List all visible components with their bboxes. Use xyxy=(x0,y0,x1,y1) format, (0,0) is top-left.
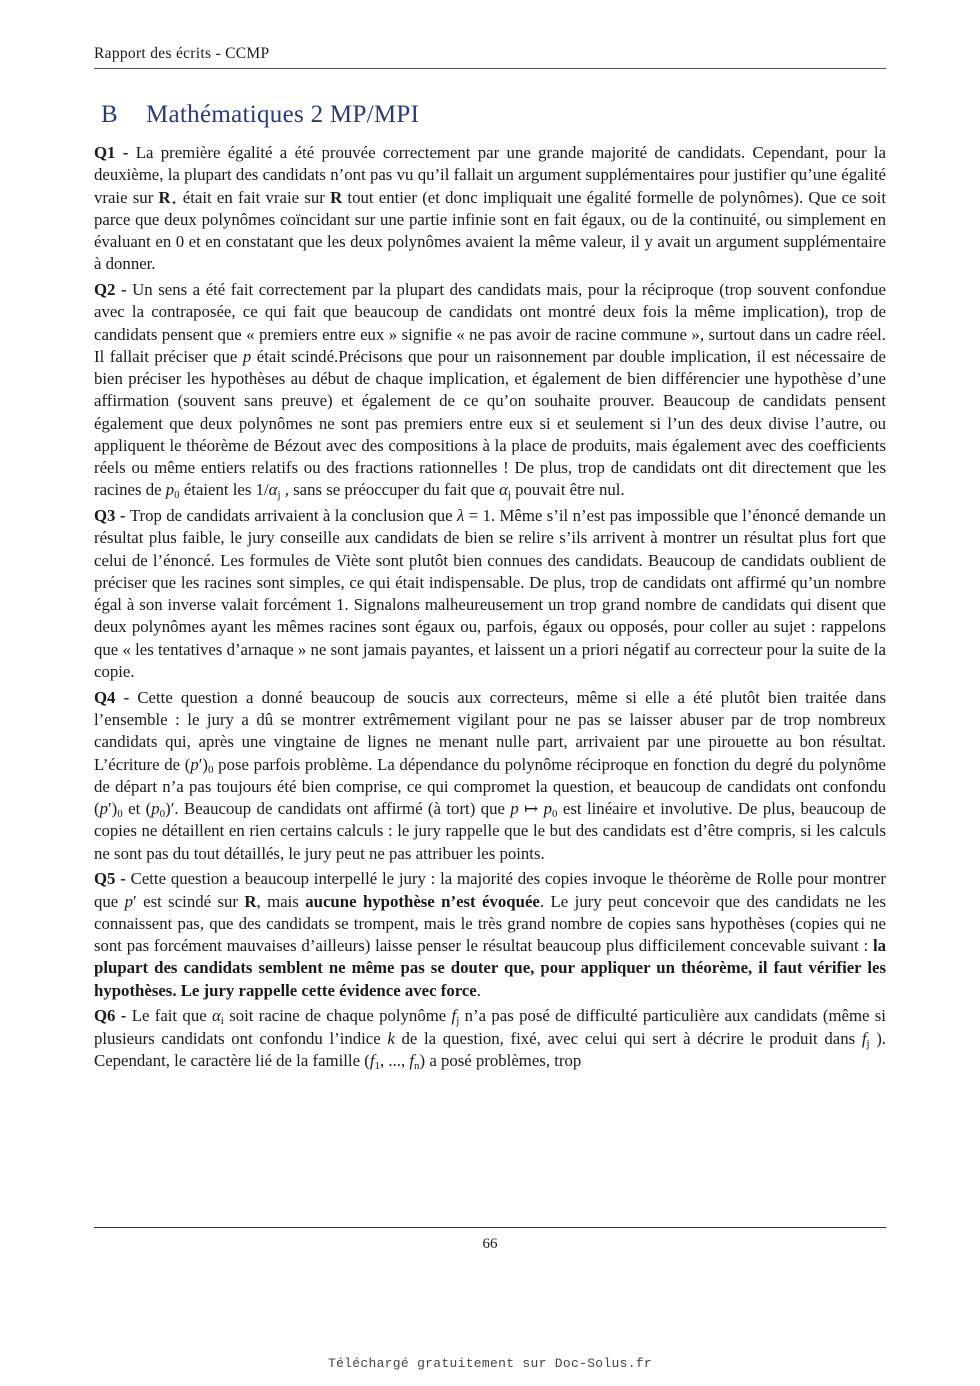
math-subscript: 1 xyxy=(374,1059,380,1072)
math-italic: p xyxy=(543,799,553,819)
math-subscript: ⋆ xyxy=(170,196,178,209)
bold-run: Q5 - xyxy=(94,869,131,889)
text-run: est linéaire et involutive. De plus, beaucoup de copies ne détaillent en rien certains calculs : le jury rappelle que le but des candidats est d’être compris, si les calculs ne sont pas du tout détaillés, le jury peut ne pas attribuer les points. xyxy=(94,799,887,863)
text-run: ′) xyxy=(107,799,118,819)
bold-run: aucune hypothèse n’est évoquée xyxy=(305,891,540,911)
math-subscript: 0 xyxy=(159,808,166,821)
math-italic: f xyxy=(369,1050,375,1070)
text-run: ). Cependant, le caractère lié de la famille ( xyxy=(94,1028,886,1070)
section-title: Mathématiques 2 MP/MPI xyxy=(146,101,420,128)
text-run: Un sens a été fait correctement par la plupart des candidats mais, pour la réciproque (trop souvent confondue avec la contraposée, ce qui fait que beaucoup de candidats ont montré deux fois la même implication), trop de candidats pensent que « premiers entre eux » signifie « ne pas avoir de racine commune », surtout dans un cadre réel. Il fallait préciser que xyxy=(94,280,886,366)
bold-run: Q6 - xyxy=(94,1006,132,1026)
running-header: Rapport des écrits - CCMP xyxy=(94,45,270,62)
text-run: )′. Beaucoup de candidats ont affirmé (à tort) que xyxy=(165,799,511,819)
bold-run: Q2 - xyxy=(94,280,133,300)
text-run: Cette question a donné beaucoup de soucis aux correcteurs, même si elle a été plutôt bien traitée dans l’ensemble : le jury a dû se montrer extrêmement vigilant pour ne pas se laisser abuser par de trop nombreux candidats qui, après une vingtaine de lignes ne menant nulle part, arrivaient par une pirouette au bon résultat. L’écriture de ( xyxy=(94,687,886,774)
section-number: B xyxy=(101,101,118,128)
math-subscript: i xyxy=(220,1015,224,1028)
text-run: était scindé.Précisons que pour un raisonnement par double implication, il est nécessaire de bien préciser les hypothèses au début de chaque implication, et également de bien différencier une hypothèse d’une affirmation (souvent sans preuve) et également de ce qu’on souhaite prouver. Beaucoup de candidats pensent également que deux polynômes ne sont pas premiers entre eux si et seulement si l’un des deux divise l’autre, ou appliquent le théorème de Bézout avec des compositions à la place de produits, mais également avec des coefficients réels ou même entiers relatifs ou des fractions rationnelles ! De plus, trop de candidats ont dit directement que les racines de xyxy=(94,346,886,500)
bold-run: la plupart des candidats semblent ne même pas se douter que, pour appliquer un théorème, il faut vérifier les hypothèses. Le jury rappelle cette évidence avec force xyxy=(94,936,886,1000)
bold-run: Q4 - xyxy=(94,687,138,707)
math-italic: α xyxy=(268,480,278,500)
math-subscript: j xyxy=(277,489,281,502)
text-run: soit racine de chaque polynôme xyxy=(223,1006,452,1026)
math-subscript: j xyxy=(866,1037,870,1050)
text-run: n’a pas posé de difficulté particulière aux candidats (même si plusieurs candidats ont confondu l’indice xyxy=(94,1006,886,1048)
text-run: et ( xyxy=(122,799,152,819)
question-paragraph-q2 xyxy=(94,279,886,502)
text-run: , sans se préoccuper du fait que xyxy=(280,480,500,500)
text-run: étaient les 1/ xyxy=(179,480,269,500)
text-run: pose parfois problème. La dépendance du polynôme réciproque en fonction du degré du polynôme de départ n’a pas toujours été bien comprise, ce qui compromet la question, et beaucoup de candidats ont confondu ( xyxy=(94,754,886,819)
text-run: ′ est scindé sur xyxy=(133,891,245,911)
math-bold: R xyxy=(330,187,343,207)
math-bold: R xyxy=(158,187,171,207)
math-italic: p xyxy=(124,891,134,911)
math-italic: f xyxy=(451,1006,457,1026)
question-paragraph-q5 xyxy=(94,868,886,1002)
math-italic: α xyxy=(211,1006,221,1026)
text-run: Trop de candidats arrivaient à la conclusion que xyxy=(129,506,457,526)
page-number: 66 xyxy=(482,1236,498,1252)
math-italic: f xyxy=(861,1028,867,1048)
footer-rule xyxy=(94,1227,886,1228)
question-paragraph-q4 xyxy=(94,687,886,865)
text-run: Le fait que xyxy=(131,1006,212,1026)
question-paragraph-q1 xyxy=(94,142,886,276)
math-subscript: 0 xyxy=(552,808,558,821)
math-italic: p xyxy=(510,799,519,819)
math-italic: p xyxy=(151,799,160,819)
math-italic: p xyxy=(190,754,199,774)
math-italic: p xyxy=(165,480,175,500)
text-run: , ..., xyxy=(379,1050,410,1070)
report-body xyxy=(94,142,886,1076)
text-run: , mais xyxy=(256,891,306,911)
bold-run: Q3 - xyxy=(94,506,130,526)
math-bold: R xyxy=(244,891,257,911)
question-paragraph-q3 xyxy=(94,505,886,683)
text-run: = 1. Même s’il n’est pas impossible que l’énoncé demande un résultat plus faible, le jury conseille aux candidats de bien se relire s’ils arrivent à montrer un résultat plus fort que celui de l’énoncé. Les formules de Viète sont plutôt bien connues des candidats. Beaucoup de candidats oublient de préciser que les racines sont simples, ce qui était indispensable. De plus, trop de candidats ont affirmé qu’un nombre égal à son inverse valait forcément 1. Signalons malheureusement un trop grand nombre de candidats qui disent que deux polynômes ayant les mêmes racines sont égaux ou, parfois, égaux ou opposés, pour coller au sujet : rappelons que « les tentatives d’arnaque » ne sont jamais payantes, et laissent un a priori négatif au correcteur pour la suite de la copie. xyxy=(94,506,886,681)
text-run: ′) xyxy=(198,754,208,774)
math-italic: p xyxy=(99,799,108,819)
math-subscript: j xyxy=(507,489,511,502)
math-italic: k xyxy=(387,1028,395,1048)
text-run: Cette question a beaucoup interpellé le jury : la majorité des copies invoque le théorème de Rolle pour montrer que xyxy=(94,869,886,911)
text-run: de la question, fixé, avec celui qui sert à décrire le produit dans xyxy=(394,1028,862,1048)
math-subscript: j xyxy=(456,1015,460,1028)
text-run: La première égalité a été prouvée correctement par une grande majorité de candidats. Cependant, pour la deuxième, la plupart des candidats n’ont pas vu qu’il fallait un argument supplémentaires pour justifier qu’une égalité vraie sur xyxy=(94,143,886,207)
text-run: pouvait être nul. xyxy=(510,480,625,500)
math-subscript: 0 xyxy=(117,808,123,821)
math-subscript: n xyxy=(414,1059,420,1072)
text-run: tout entier (et donc impliquait une égalité formelle de polynômes). Que ce soit parce que deux polynômes coïncidant sur une partie infinie sont en fait égaux, ou de la continuité, ou simplement en évaluant en 0 et en constatant que les deux polynômes avaient la même valeur, il y avait un argument supplémentaire à donner. xyxy=(94,187,886,274)
text-run: ↦ xyxy=(518,799,544,819)
bold-run: Q1 - xyxy=(94,143,136,162)
watermark-footer[interactable]: Téléchargé gratuitement sur Doc-Solus.fr xyxy=(327,1356,653,1371)
section-heading xyxy=(101,101,419,129)
math-italic: f xyxy=(409,1050,415,1070)
math-italic: λ xyxy=(456,506,465,526)
text-run: . Le jury peut concevoir que des candidats ne les connaissent pas, que des candidats se trompent, mais le très grand nombre de copies sans hypothèses (copies qui ne sont pas forcément mauvaises d’ailleurs) laisse penser le résultat beaucoup plus difficilement concevable suivant : xyxy=(94,891,887,956)
math-italic: α xyxy=(499,480,508,500)
math-italic: p xyxy=(242,346,252,366)
math-subscript: 0 xyxy=(207,763,214,776)
math-subscript: 0 xyxy=(174,489,180,502)
text-run: . xyxy=(476,980,481,1000)
question-paragraph-q6 xyxy=(94,1005,886,1072)
header-rule xyxy=(94,68,886,69)
text-run: était en fait vraie sur xyxy=(177,187,331,207)
text-run: ) a posé problèmes, trop xyxy=(419,1050,582,1070)
